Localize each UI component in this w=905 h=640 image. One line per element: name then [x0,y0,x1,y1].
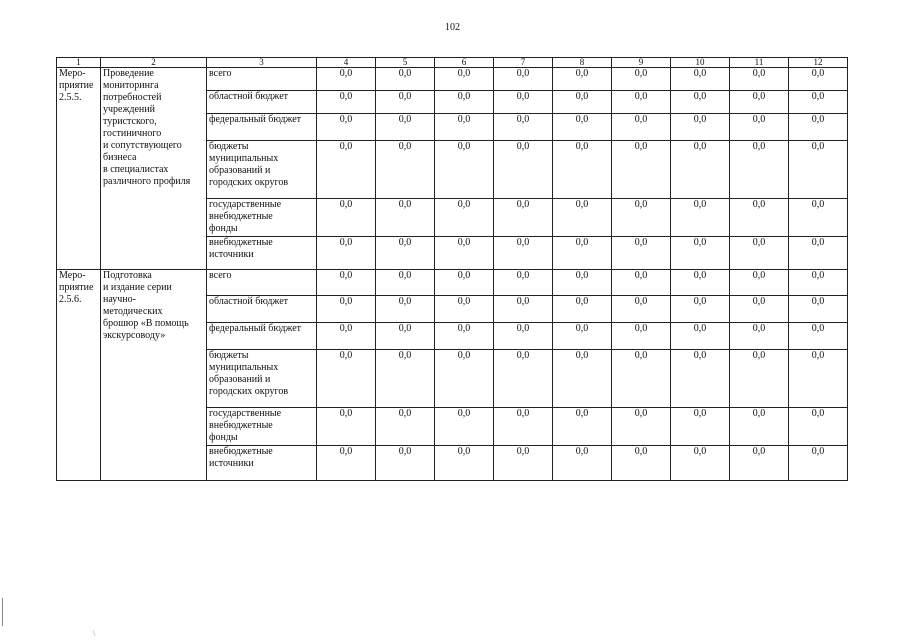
amount-cell: 0,0 [612,296,671,323]
amount-cell: 0,0 [376,91,435,114]
amount-cell: 0,0 [435,350,494,408]
amount-cell: 0,0 [789,323,848,350]
measure-title: Подготовка и издание серии научно- методических брошюр «В помощь экскурсоводу» [101,270,207,481]
amount-cell: 0,0 [612,141,671,199]
amount-cell: 0,0 [553,141,612,199]
funding-source: всего [207,68,317,91]
column-number-cell: 3 [207,58,317,68]
amount-cell: 0,0 [317,296,376,323]
amount-cell: 0,0 [435,446,494,481]
amount-cell: 0,0 [612,114,671,141]
amount-cell: 0,0 [376,408,435,446]
budget-table [56,57,848,481]
funding-source: бюджеты муниципальных образований и городских округов [207,141,317,199]
amount-cell: 0,0 [435,68,494,91]
amount-cell: 0,0 [730,91,789,114]
column-number-cell: 1 [57,58,101,68]
column-number-cell: 8 [553,58,612,68]
page-number: 102 [445,22,460,33]
amount-cell: 0,0 [612,237,671,270]
column-number-cell: 10 [671,58,730,68]
amount-cell: 0,0 [376,199,435,237]
scan-speck: \ [93,629,96,638]
amount-cell: 0,0 [671,296,730,323]
amount-cell: 0,0 [612,446,671,481]
amount-cell: 0,0 [671,408,730,446]
amount-cell: 0,0 [494,68,553,91]
amount-cell: 0,0 [789,446,848,481]
amount-cell: 0,0 [376,296,435,323]
amount-cell: 0,0 [553,408,612,446]
amount-cell: 0,0 [376,237,435,270]
amount-cell: 0,0 [317,68,376,91]
amount-cell: 0,0 [494,446,553,481]
amount-cell: 0,0 [789,141,848,199]
amount-cell: 0,0 [494,237,553,270]
amount-cell: 0,0 [494,91,553,114]
amount-cell: 0,0 [494,270,553,296]
amount-cell: 0,0 [553,237,612,270]
amount-cell: 0,0 [789,199,848,237]
amount-cell: 0,0 [553,114,612,141]
amount-cell: 0,0 [376,114,435,141]
amount-cell: 0,0 [671,91,730,114]
amount-cell: 0,0 [317,199,376,237]
amount-cell: 0,0 [612,323,671,350]
amount-cell: 0,0 [494,408,553,446]
amount-cell: 0,0 [789,68,848,91]
amount-cell: 0,0 [494,350,553,408]
funding-source: государственные внебюджетные фонды [207,408,317,446]
amount-cell: 0,0 [317,237,376,270]
amount-cell: 0,0 [435,270,494,296]
amount-cell: 0,0 [376,350,435,408]
amount-cell: 0,0 [317,408,376,446]
amount-cell: 0,0 [435,408,494,446]
amount-cell: 0,0 [435,199,494,237]
amount-cell: 0,0 [730,199,789,237]
amount-cell: 0,0 [612,199,671,237]
amount-cell: 0,0 [376,270,435,296]
amount-cell: 0,0 [789,114,848,141]
funding-source: бюджеты муниципальных образований и городских округов [207,350,317,408]
column-number-cell: 12 [789,58,848,68]
amount-cell: 0,0 [671,68,730,91]
funding-source: внебюджетные источники [207,446,317,481]
amount-cell: 0,0 [435,296,494,323]
amount-cell: 0,0 [730,296,789,323]
amount-cell: 0,0 [730,114,789,141]
amount-cell: 0,0 [317,270,376,296]
amount-cell: 0,0 [317,350,376,408]
measure-title: Проведение мониторинга потребностей учреждений туристского, гостиничного и сопутствующего бизнеса в специалистах различного профиля [101,68,207,270]
funding-source: областной бюджет [207,91,317,114]
amount-cell: 0,0 [789,296,848,323]
amount-cell: 0,0 [730,408,789,446]
amount-cell: 0,0 [671,446,730,481]
amount-cell: 0,0 [317,323,376,350]
amount-cell: 0,0 [553,68,612,91]
column-number-cell: 11 [730,58,789,68]
amount-cell: 0,0 [730,350,789,408]
amount-cell: 0,0 [435,114,494,141]
amount-cell: 0,0 [317,114,376,141]
amount-cell: 0,0 [317,141,376,199]
amount-cell: 0,0 [730,270,789,296]
table-row [57,270,848,296]
amount-cell: 0,0 [612,270,671,296]
amount-cell: 0,0 [612,350,671,408]
amount-cell: 0,0 [376,141,435,199]
amount-cell: 0,0 [730,323,789,350]
amount-cell: 0,0 [494,199,553,237]
amount-cell: 0,0 [612,91,671,114]
amount-cell: 0,0 [671,114,730,141]
amount-cell: 0,0 [435,323,494,350]
amount-cell: 0,0 [435,141,494,199]
amount-cell: 0,0 [553,270,612,296]
amount-cell: 0,0 [730,446,789,481]
column-number-cell: 5 [376,58,435,68]
amount-cell: 0,0 [494,296,553,323]
column-number-cell: 6 [435,58,494,68]
column-number-cell: 2 [101,58,207,68]
funding-source: федеральный бюджет [207,323,317,350]
amount-cell: 0,0 [612,408,671,446]
funding-source: внебюджетные источники [207,237,317,270]
amount-cell: 0,0 [317,446,376,481]
amount-cell: 0,0 [494,323,553,350]
amount-cell: 0,0 [376,446,435,481]
amount-cell: 0,0 [553,323,612,350]
scan-edge-mark [2,598,3,626]
funding-source: государственные внебюджетные фонды [207,199,317,237]
amount-cell: 0,0 [553,446,612,481]
amount-cell: 0,0 [494,141,553,199]
amount-cell: 0,0 [494,114,553,141]
amount-cell: 0,0 [730,68,789,91]
amount-cell: 0,0 [671,270,730,296]
amount-cell: 0,0 [671,323,730,350]
measure-code: Меро- приятие 2.5.6. [57,270,101,481]
amount-cell: 0,0 [671,350,730,408]
column-number-row [57,58,848,68]
amount-cell: 0,0 [553,350,612,408]
column-number-cell: 7 [494,58,553,68]
amount-cell: 0,0 [671,237,730,270]
amount-cell: 0,0 [612,68,671,91]
amount-cell: 0,0 [553,296,612,323]
amount-cell: 0,0 [435,91,494,114]
measure-code: Меро- приятие 2.5.5. [57,68,101,270]
column-number-cell: 9 [612,58,671,68]
amount-cell: 0,0 [789,91,848,114]
amount-cell: 0,0 [730,141,789,199]
funding-source: всего [207,270,317,296]
amount-cell: 0,0 [789,350,848,408]
amount-cell: 0,0 [671,199,730,237]
amount-cell: 0,0 [789,270,848,296]
funding-source: федеральный бюджет [207,114,317,141]
amount-cell: 0,0 [671,141,730,199]
amount-cell: 0,0 [317,91,376,114]
amount-cell: 0,0 [376,68,435,91]
amount-cell: 0,0 [789,408,848,446]
amount-cell: 0,0 [553,91,612,114]
funding-source: областной бюджет [207,296,317,323]
amount-cell: 0,0 [553,199,612,237]
column-number-cell: 4 [317,58,376,68]
table-row [57,68,848,91]
amount-cell: 0,0 [730,237,789,270]
amount-cell: 0,0 [376,323,435,350]
amount-cell: 0,0 [789,237,848,270]
amount-cell: 0,0 [435,237,494,270]
